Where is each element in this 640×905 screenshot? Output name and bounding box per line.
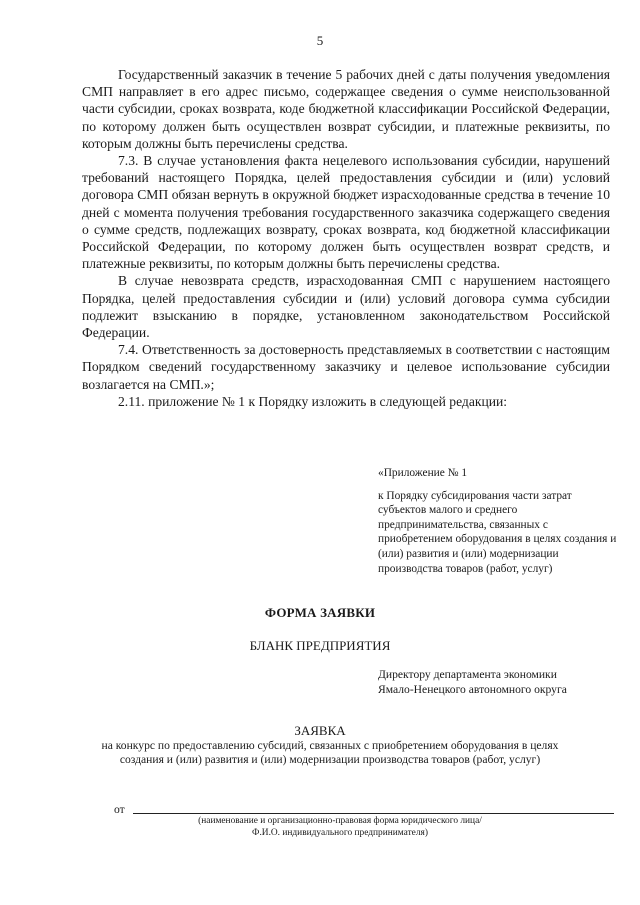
caption-line: (наименование и организационно-правовая форма юридического лица/ bbox=[198, 816, 482, 826]
paragraph-2-11: 2.11. приложение № 1 к Порядку изложить в следующей редакции: bbox=[118, 393, 508, 409]
addressee-line: Директору департамента экономики bbox=[378, 668, 557, 681]
paragraph-7-3: 7.3. В случае установления факта нецелевого использования субсидии, нарушений требований настоящего Порядка, целей предоставления субсидии и (или) условий договора СМП обязан вернуть в окружной бюджет израсходованные средства в течение 10 дней с момента получения требования государственного заказчика содержащего сведения о сумме средств, подлежащих возврату, сроках возврата, код бюджетной классификации Российской Федерации, по которому должен быть осуществлен возврат средств, и платежные реквизиты, по которым должны быть перечислены средства. bbox=[82, 153, 610, 272]
paragraph-return-notice: Государственный заказчик в течение 5 рабочих дней с даты получения уведомления СМП направляет в его адрес письмо, содержащее сведения о сумме неиспользованной части субсидии, сроках возврата, коде бюджетной классификации Российской Федерации, по которому должен быть осуществлен возврат субсидии, и платежные реквизиты, по которым должны быть перечислены средства. bbox=[82, 67, 610, 151]
application-subtitle: на конкурс по предоставлению субсидий, связанных с приобретением оборудования в целях создания и (или) развития и (или) модернизации производства товаров (работ, услуг) bbox=[101, 739, 559, 767]
appendix-block bbox=[378, 466, 618, 576]
body-text bbox=[82, 66, 610, 410]
from-fill-line bbox=[133, 801, 614, 814]
appendix-title: «Приложение № 1 bbox=[378, 467, 468, 479]
paragraph-non-return: В случае невозврата средств, израсходованная СМП с нарушением настоящего Порядка, целей предоставления субсидии и (или) условий договора сумма субсидии подлежит взысканию в порядке, установленном законодательством Российской Федерации. bbox=[82, 273, 610, 341]
application-heading: ЗАЯВКА bbox=[294, 723, 346, 738]
from-label: от bbox=[114, 803, 125, 816]
from-field-row bbox=[114, 801, 614, 816]
caption-line: Ф.И.О. индивидуального предпринимателя) bbox=[252, 828, 428, 838]
letterhead-label: БЛАНК ПРЕДПРИЯТИЯ bbox=[249, 638, 391, 653]
form-title: ФОРМА ЗАЯВКИ bbox=[264, 605, 376, 620]
page-number: 5 bbox=[316, 33, 324, 48]
from-field-caption bbox=[150, 815, 530, 839]
appendix-description: к Порядку субсидирования части затрат субъектов малого и среднего предпринимательства, связанных с приобретением оборудования в целях создания и (или) развития и (или) модернизации производства товаров (работ, услуг) bbox=[378, 489, 617, 575]
addressee-block bbox=[378, 668, 618, 697]
addressee-line: Ямало-Ненецкого автономного округа bbox=[378, 682, 567, 696]
paragraph-7-4: 7.4. Ответственность за достоверность представляемых в соответствии с настоящим Порядком сведений государственному заказчику и целевое использование субсидии возлагается на СМП.»; bbox=[82, 342, 610, 392]
